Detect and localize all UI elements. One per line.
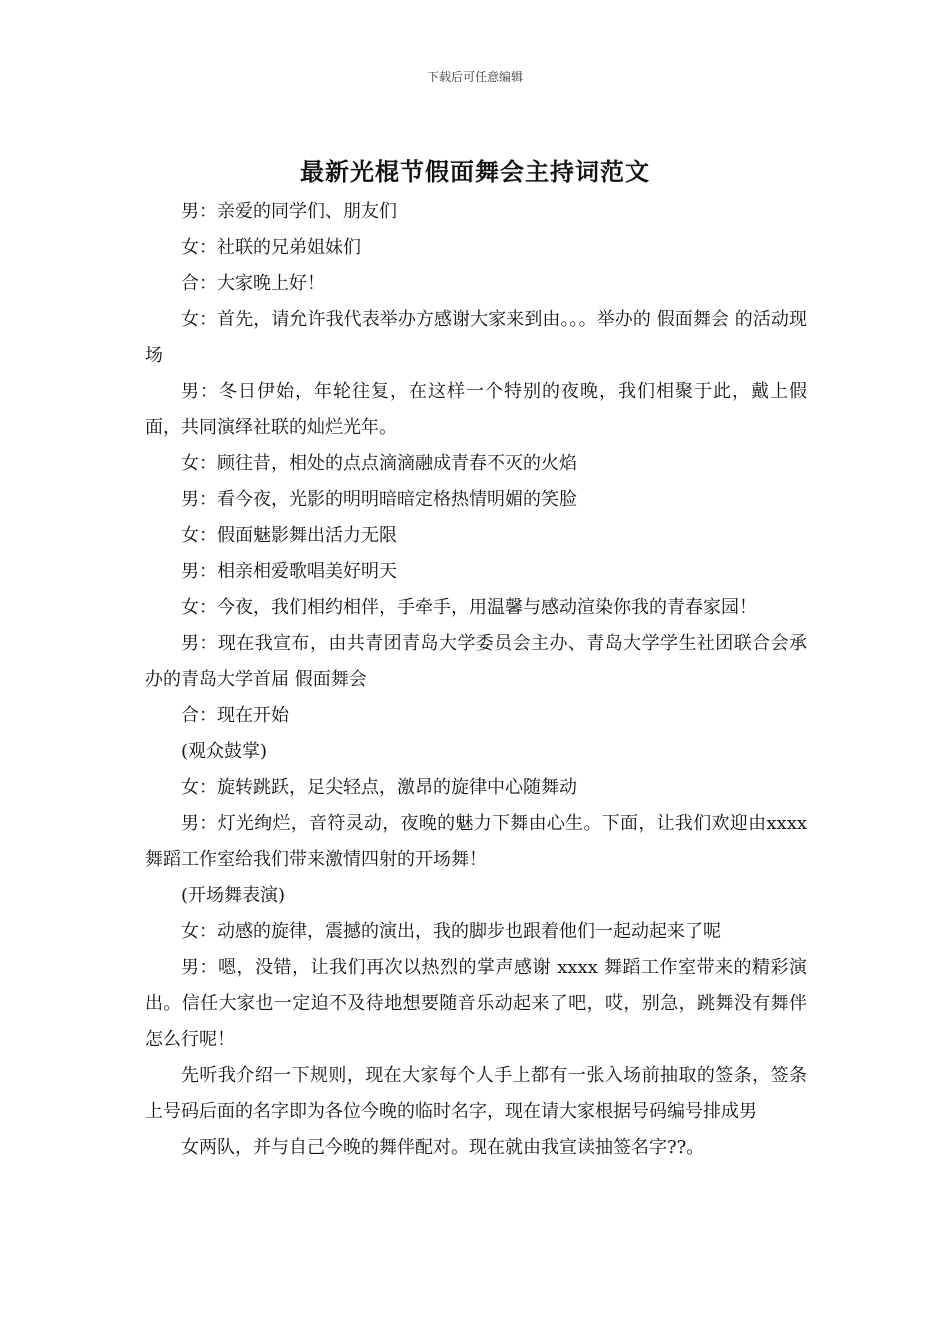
paragraph: 先听我介绍一下规则，现在大家每个人手上都有一张入场前抽取的签条，签条上号码后面的名字即为各位今晚的临时名字，现在请大家根据号码编号排成男 xyxy=(145,1065,807,1122)
paragraph: (开场舞表演) xyxy=(181,885,286,906)
document-body xyxy=(145,194,807,1166)
paragraph: 女：假面魅影舞出活力无限 xyxy=(181,525,397,546)
paragraph: 男：亲爱的同学们、朋友们 xyxy=(181,201,397,222)
document-title: 最新光棍节假面舞会主持词范文 xyxy=(300,157,650,186)
paragraph: 男：冬日伊始，年轮往复，在这样一个特别的夜晚，我们相聚于此，戴上假面，共同演绎社联的灿烂光年。 xyxy=(145,381,807,438)
paragraph: (观众鼓掌) xyxy=(181,741,268,762)
paragraph: 合：现在开始 xyxy=(181,705,289,726)
paragraph: 合：大家晚上好！ xyxy=(181,273,325,294)
paragraph: 男：现在我宣布，由共青团青岛大学委员会主办、青岛大学学生社团联合会承办的青岛大学首届 假面舞会 xyxy=(145,633,807,690)
paragraph: 女：旋转跳跃，足尖轻点，激昂的旋律中心随舞动 xyxy=(181,777,577,798)
paragraph: 女：动感的旋律，震撼的演出，我的脚步也跟着他们一起动起来了呢 xyxy=(181,921,721,942)
paragraph: 女：顾往昔，相处的点点滴滴融成青春不灭的火焰 xyxy=(181,453,577,474)
paragraph: 女两队，并与自己今晚的舞伴配对。现在就由我宣读抽签名字??。 xyxy=(181,1137,705,1158)
paragraph: 男：看今夜，光影的明明暗暗定格热情明媚的笑脸 xyxy=(181,489,577,510)
paragraph: 男：嗯，没错，让我们再次以热烈的掌声感谢 xxxx 舞蹈工作室带来的精彩演出。信任大家也一定迫不及待地想要随音乐动起来了吧，哎，别急，跳舞没有舞伴怎么行呢！ xyxy=(145,957,807,1050)
paragraph: 男：相亲相爱歌唱美好明天 xyxy=(181,561,397,582)
paragraph: 女：今夜，我们相约相伴，手牵手，用温馨与感动渲染你我的青春家园！ xyxy=(181,597,757,618)
page-header-note: 下载后可任意编辑 xyxy=(426,70,523,84)
paragraph: 男：灯光绚烂，音符灵动，夜晚的魅力下舞由心生。下面，让我们欢迎由xxxx 舞蹈工作室给我们带来激情四射的开场舞！ xyxy=(145,813,807,870)
paragraph: 女：社联的兄弟姐妹们 xyxy=(181,237,361,258)
paragraph: 女：首先，请允许我代表举办方感谢大家来到由。。。举办的 假面舞会 的活动现场 xyxy=(145,309,807,366)
